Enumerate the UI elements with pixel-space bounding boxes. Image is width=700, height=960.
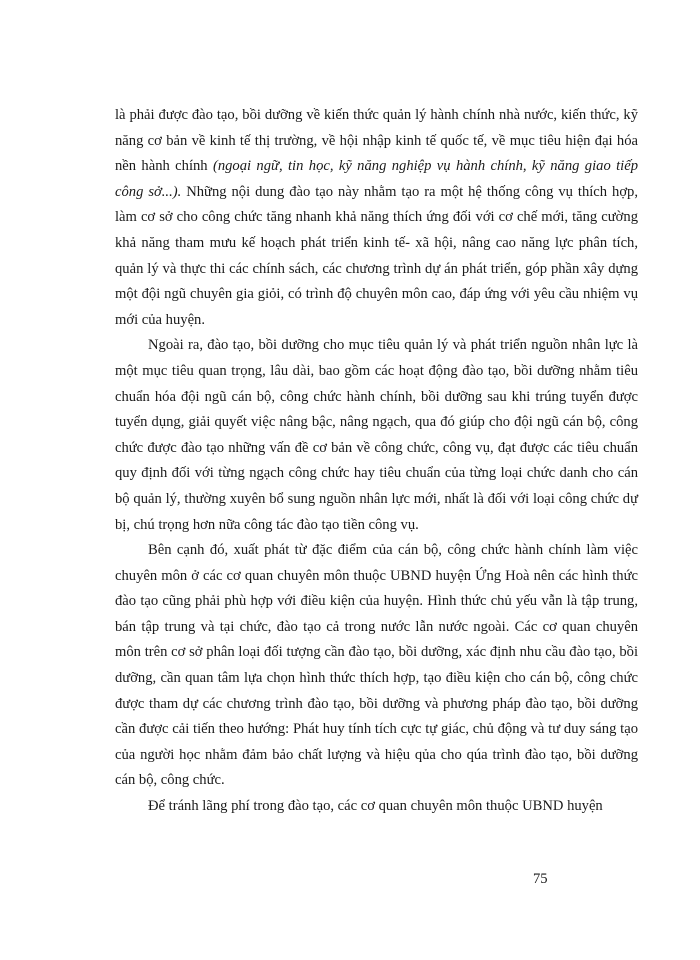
text-segment: là phải được đào tạo, bồi dưỡng về kiến thức quản lý hành chính nhà nước, kiến thức, kỹ năng cơ bản về kinh tế thị trường, về hội nhập kinh tế quốc tế, về mục tiêu hiện đại hóa nền hành chính <box>115 107 638 175</box>
paragraph <box>115 333 638 538</box>
paragraph <box>115 103 638 333</box>
italic-text-segment: (ngoại ngữ, tin học, kỹ năng nghiệp vụ hành chính, kỹ năng giao tiếp công sở...). <box>115 158 638 200</box>
paragraph <box>115 794 638 820</box>
text-segment: Bên cạnh đó, xuất phát từ đặc điểm của cán bộ, công chức hành chính làm việc chuyên môn ở các cơ quan chuyên môn thuộc UBND huyện Ứng Hoà nên các hình thức đào tạo cũng phải phù hợp với điều kiện của huyện. Hình thức chủ yếu vẫn là tập trung, bán tập trung và tại chức, đào tạo cả trong nước lẫn nước ngoài. Các cơ quan chuyên môn trên cơ sở phân loại đối tượng cần đào tạo, bồi dưỡng, xác định nhu cầu đào tạo, bồi dưỡng, cần quan tâm lựa chọn hình thức thích hợp, tạo điều kiện cho cán bộ, công chức được tham dự các chương trình đào tạo, bồi dưỡng và phương pháp đào tạo, bồi dưỡng cần được cải tiến theo hướng: Phát huy tính tích cực tự giác, chủ động và tư duy sáng tạo của người học nhằm đảm bảo chất lượng và hiệu qủa cho qúa trình đào tạo, bồi dưỡng cán bộ, công chức. <box>115 542 638 789</box>
text-segment: Những nội dung đào tạo này nhằm tạo ra một hệ thống công vụ thích hợp, làm cơ sở cho công chức tăng nhanh khả năng thích ứng đối với cơ chế mới, tăng cường khả năng tham mưu kế hoạch phát triển kinh tế- xã hội, nâng cao năng lực phân tích, quản lý và thực thi các chính sách, các chương trình dự án phát triển, góp phần xây dựng một đội ngũ chuyên gia giỏi, có trình độ chuyên môn cao, đáp ứng với yêu cầu nhiệm vụ mới của huyện. <box>115 183 638 328</box>
body-text <box>115 103 638 820</box>
text-segment: Ngoài ra, đào tạo, bồi dưỡng cho mục tiêu quản lý và phát triển nguồn nhân lực là một mục tiêu quan trọng, lâu dài, bao gồm các hoạt động đào tạo, bồi dưỡng nhằm tiêu chuẩn hóa đội ngũ cán bộ, công chức hành chính, bồi dưỡng sau khi trúng tuyển được tuyển dụng, giải quyết việc nâng bậc, nâng ngạch, qua đó giúp cho đội ngũ cán bộ, công chức được đào tạo những vấn đề cơ bản về công chức, công vụ, đạt được các tiêu chuẩn quy định đối với từng ngạch công chức hay tiêu chuẩn của từng loại chức danh cho cán bộ quản lý, thường xuyên bổ sung nguồn nhân lực mới, nhất là đối với loại công chức dự bị, chú trọng hơn nữa công tác đào tạo tiền công vụ. <box>115 337 638 533</box>
page-number: 75 <box>533 871 548 887</box>
paragraph <box>115 538 638 794</box>
text-segment: Để tránh lãng phí trong đào tạo, các cơ quan chuyên môn thuộc UBND huyện <box>148 798 603 815</box>
